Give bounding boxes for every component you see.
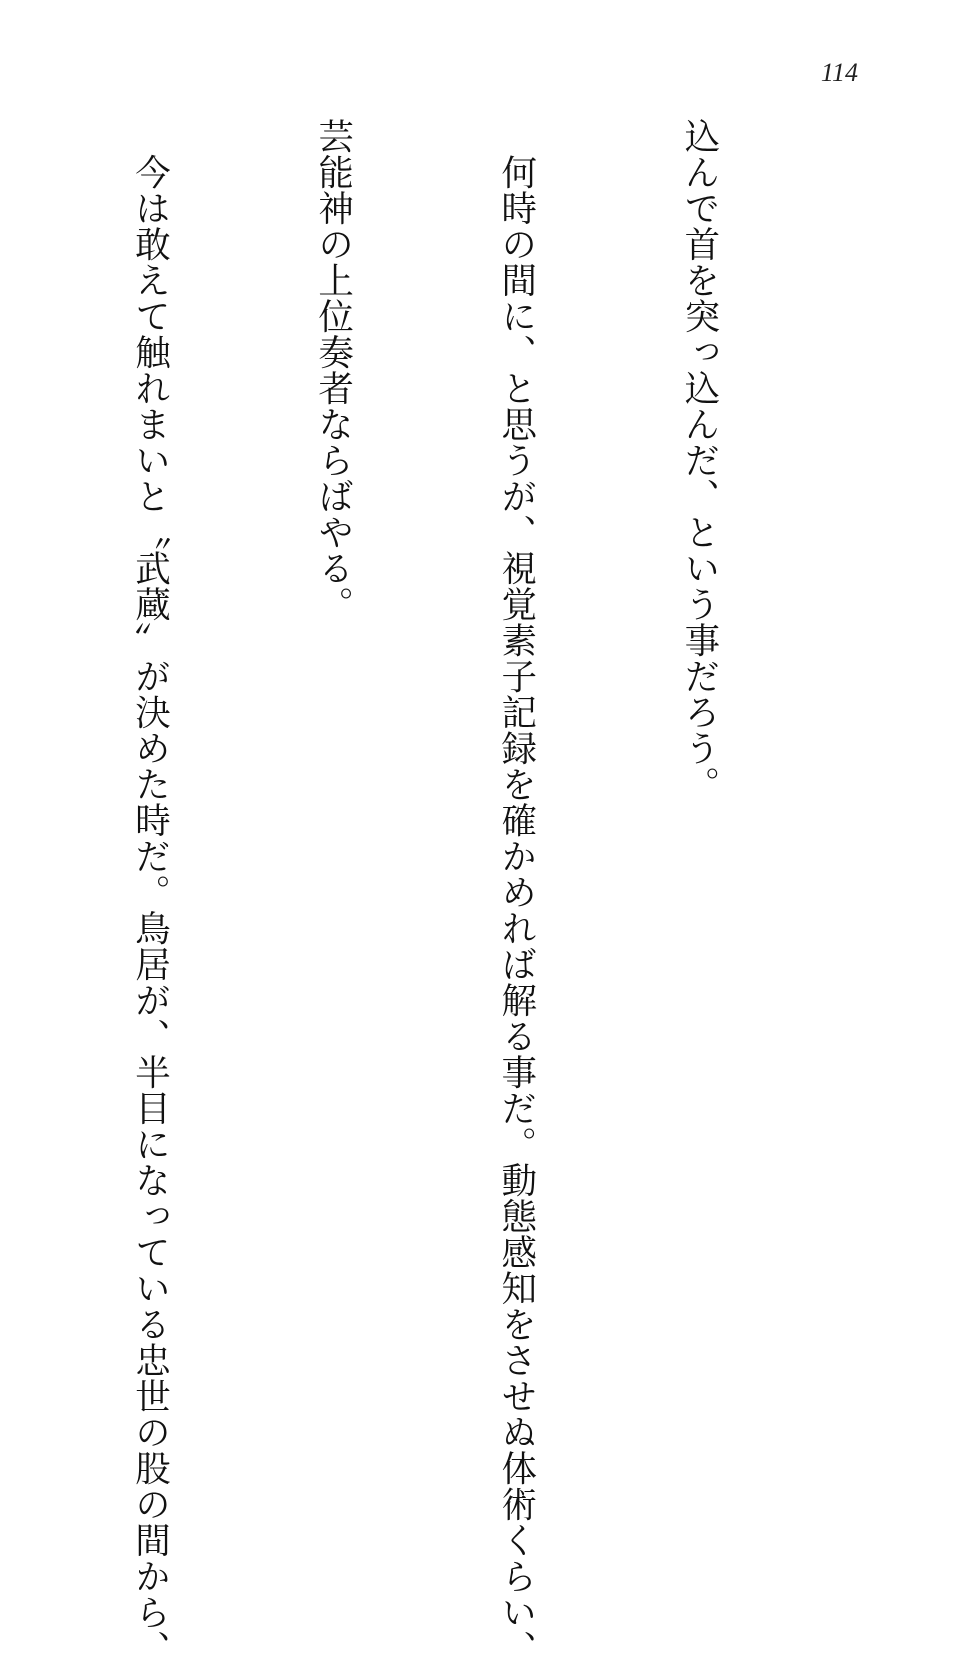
text-line: 何時の間に、と思うが、視覚素子記録を確かめれば解る事だ。動態感知をさせぬ体術くらい、 [495,118,537,1666]
text-line: 込んで首を突っ込んだ、という事だろう。 [678,118,720,802]
text-line: 今は敢えて触れまいと〝武蔵〟が決めた時だ。鳥居が、半目になっている忠世の股の間から、 [129,118,171,1666]
page-number: 114 [820,58,858,87]
text-line: 芸能神の上位奏者ならばやる。 [312,118,354,622]
novel-body-text [0,118,852,1666]
